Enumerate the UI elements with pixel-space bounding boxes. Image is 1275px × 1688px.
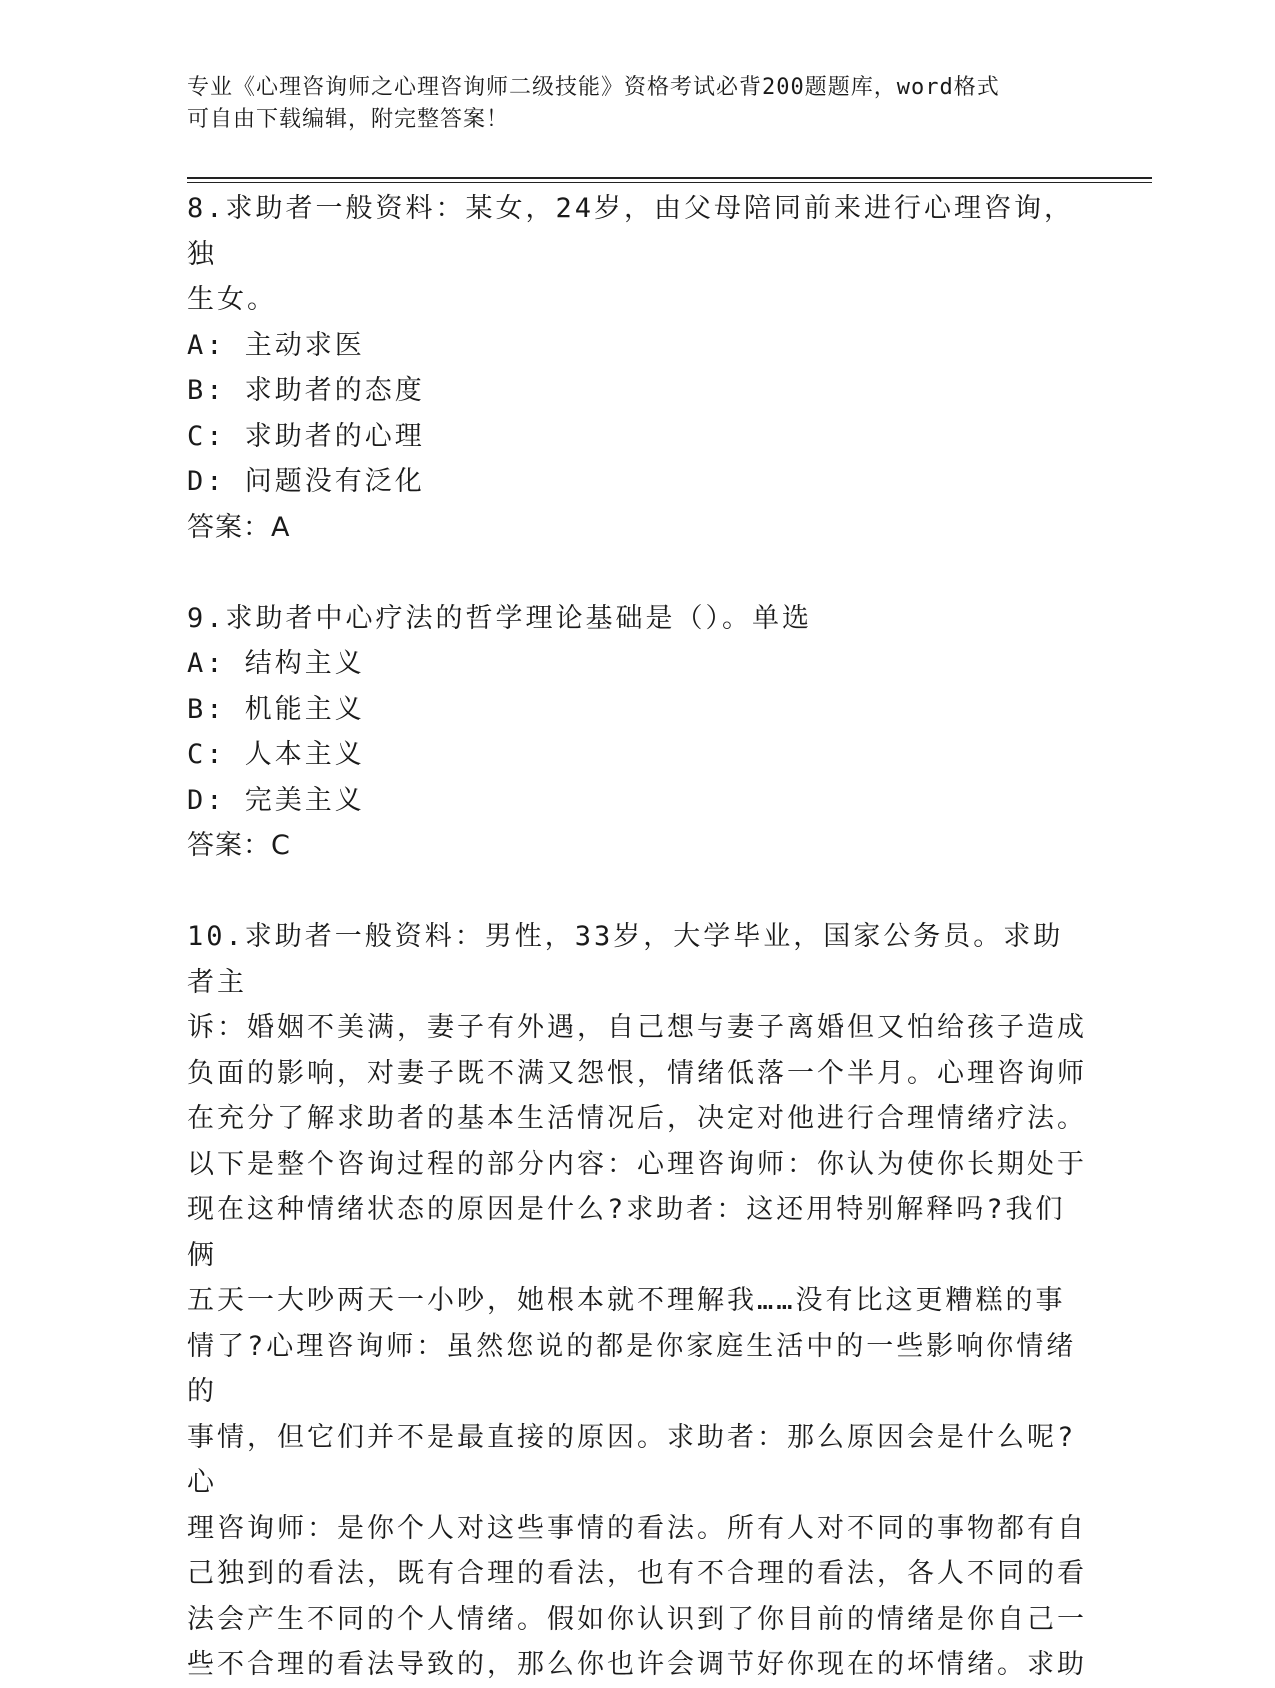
question-body-line: 些不合理的看法导致的，那么你也许会调节好你现在的坏情绪。求助 (187, 1649, 1087, 1680)
question-body-line: 事情，但它们并不是最直接的原因。求助者：那么原因会是什么呢?心 (187, 1421, 1077, 1498)
question-body-line: 以下是整个咨询过程的部分内容：心理咨询师：你认为使你长期处于 (187, 1148, 1087, 1180)
question-8 (187, 186, 1087, 550)
question-body-line: 负面的影响，对妻子既不满又怨恨，情绪低落一个半月。心理咨询师 (187, 1057, 1087, 1089)
question-stem-line: 生女。 (187, 284, 277, 315)
option-b: B: 求助者的态度 (187, 375, 425, 406)
question-body-line: 情了?心理咨询师：虽然您说的都是你家庭生活中的一些影响你情绪的 (187, 1330, 1077, 1407)
header-divider-thin (187, 182, 1152, 183)
question-body-line: 现在这种情绪状态的原因是什么?求助者：这还用特别解释吗?我们俩 (187, 1194, 1066, 1271)
option-c: C: 求助者的心理 (187, 420, 425, 452)
option-d: D: 问题没有泛化 (187, 466, 425, 497)
question-body-line: 五天一大吵两天一小吵，她根本就不理解我……没有比这更糟糕的事 (187, 1285, 1066, 1316)
question-body-line: 理咨询师：是你个人对这些事情的看法。所有人对不同的事物都有自 (187, 1512, 1087, 1544)
option-b: B: 机能主义 (187, 693, 365, 725)
question-body-line: 己独到的看法，既有合理的看法，也有不合理的看法，各人不同的看 (187, 1558, 1087, 1589)
question-stem-line: 9.求助者中心疗法的哲学理论基础是（）。单选 (187, 602, 813, 634)
header-title-line-2: 可自由下载编辑，附完整答案！ (187, 107, 510, 132)
document-header (187, 72, 1067, 136)
header-divider-thick (187, 177, 1152, 179)
question-stem-line: 8.求助者一般资料：某女，24岁，由父母陪同前来进行心理咨询，独 (187, 193, 1075, 270)
question-body-line: 在充分了解求助者的基本生活情况后，决定对他进行合理情绪疗法。 (187, 1103, 1087, 1134)
option-c: C: 人本主义 (187, 739, 365, 770)
option-a: A: 主动求医 (187, 329, 365, 361)
question-spacer (187, 869, 1087, 915)
question-body-line: 诉：婚姻不美满，妻子有外遇，自己想与妻子离婚但又怕给孩子造成 (187, 1012, 1087, 1043)
question-body-line: 10.求助者一般资料：男性，33岁，大学毕业，国家公务员。求助者主 (187, 921, 1064, 998)
answer-line: 答案：C (187, 830, 291, 861)
question-body-line: 法会产生不同的个人情绪。假如你认识到了你目前的情绪是你自己一 (187, 1603, 1087, 1635)
question-10 (187, 914, 1087, 1688)
question-spacer (187, 550, 1087, 596)
header-title-line-1: 专业《心理咨询师之心理咨询师二级技能》资格考试必背200题题库，word格式 (187, 75, 1000, 100)
option-a: A: 结构主义 (187, 648, 365, 679)
question-9 (187, 596, 1087, 869)
option-d: D: 完美主义 (187, 784, 365, 816)
answer-line: 答案：A (187, 511, 291, 543)
question-list (187, 186, 1087, 1688)
